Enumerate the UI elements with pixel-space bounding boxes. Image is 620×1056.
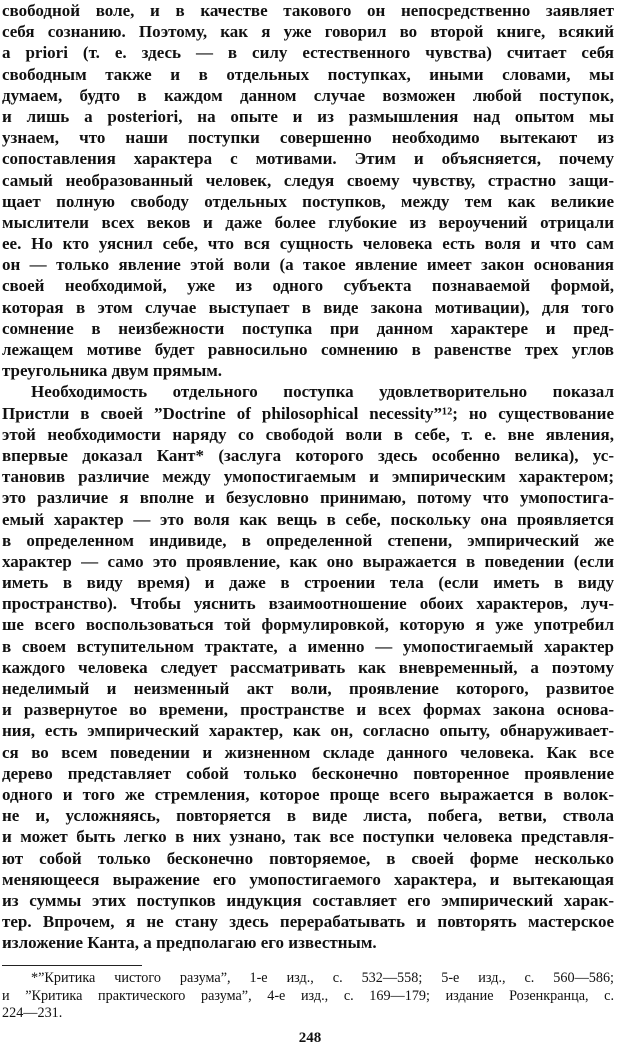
text-line: каждого человека следует рассматривать как вневременный, а поэтому <box>2 657 614 677</box>
text-line: одного и того же стремления, которое проще всего выражается в волок- <box>2 784 614 804</box>
text-line: неделимый и неизменный акт воли, проявление которого, развитое <box>2 679 614 698</box>
text-line: в своем вступительном трактате, а именно — умопостигаемый характер <box>2 636 614 656</box>
text-line: ния, есть эмпирический характер, как он, согласно опыту, обнаруживает- <box>2 721 614 741</box>
page-number: 248 <box>298 1030 322 1046</box>
footnote-divider <box>2 965 142 966</box>
text-line: Пристли в своей ”Doctrine of philosophical necessity”¹²; но существование <box>2 403 614 423</box>
text-line: впервые доказал Кант* (заслуга которого здесь особенно велика), ус- <box>2 445 614 465</box>
text-line: характер — само это проявление, как оно выражается в поведении (если <box>2 551 614 571</box>
text-line: которая в этом случае выступает в виде закона мотивации), для того <box>2 297 614 317</box>
text-line: a priori (т. е. здесь — в силу естественного чувства) считает себя <box>2 43 614 63</box>
footnote-line: и ”Критика практического разума”, 4-е изд., с. 169—179; издание Розенкранца, с. <box>2 987 614 1004</box>
text-line: меняющееся выражение его умопостигаемого характера, и вытекающая <box>2 869 614 889</box>
text-line: сопоставления характера с мотивами. Этим и объясняется, почему <box>2 149 614 169</box>
text-line: мыслители всех веков и даже более глубокие из вероучений отрицали <box>2 212 614 232</box>
text-line: в определенном индивиде, в определенной степени, эмпирический же <box>2 530 614 550</box>
text-line: иметь в виду время) и даже в строении тела (если иметь в виду <box>2 573 614 593</box>
text-line: пространство). Чтобы уяснить взаимоотношение обоих характеров, луч- <box>2 594 614 614</box>
text-line: самый необразованный человек, следуя своему чувству, страстно защи- <box>2 170 614 190</box>
text-line: емый характер — это воля как вещь в себе, поскольку она проявляется <box>2 509 614 529</box>
text-line: он — только явление этой воли (а такое явление имеет закон основания <box>2 255 614 275</box>
body-text <box>2 0 614 953</box>
text-line: ше всего воспользоваться той формулировкой, которую я уже употребил <box>2 615 614 635</box>
text-line: думаем, будто в каждом данном случае возможен любой поступок, <box>2 85 614 105</box>
text-line: ют собой только бесконечно повторяемое, в своей форме несколько <box>2 848 614 868</box>
text-line: тер. Впрочем, я не стану здесь перерабатывать и повторять мастерское <box>2 912 614 932</box>
text-line: себя сознанию. Поэтому, как я уже говорил во второй книге, всякий <box>2 22 614 42</box>
text-line: дерево представляет собой только бесконечно повторенное проявление <box>2 763 614 783</box>
text-line: свободной воле, и в качестве такового он непосредственно заявляет <box>2 1 614 20</box>
text-line: и развернутое во времени, пространстве и всех формах закона основа- <box>2 700 614 720</box>
text-line: лежащем мотиве будет равносильно сомнению в равенстве трех углов <box>2 340 614 359</box>
text-line: треугольника двум прямым. <box>2 361 223 381</box>
text-line: это различие я вполне и безусловно принимаю, потому что умопостига- <box>2 488 614 508</box>
text-line: ся во всем поведении и жизненном складе данного человека. Как все <box>2 742 614 762</box>
footnote-line: 224—231. <box>2 1005 63 1021</box>
text-line: этой необходимости наряду со свободой воли в себе, т. е. вне явления, <box>2 424 614 444</box>
text-line: узнаем, что наши поступки совершенно необходимо вытекают из <box>2 128 614 148</box>
footnote-line: *”Критика чистого разума”, 1-е изд., с. 532—558; 5-е изд., с. 560—586; <box>31 970 614 986</box>
text-line: сомнение в неизбежности поступка при данном характере и пред- <box>2 318 614 338</box>
text-line: Необходимость отдельного поступка удовлетворительно показал <box>31 382 614 402</box>
text-line: свободным также и в отдельных поступках, иными словами, мы <box>2 64 614 84</box>
text-line: изложение Канта, а предполагаю его известным. <box>2 933 377 953</box>
text-line: из суммы этих поступков индукция составляет его эмпирический харак- <box>2 890 614 910</box>
text-line: ее. Но кто уяснил себе, что вся сущность человека есть воля и что сам <box>2 234 614 254</box>
footnote <box>2 970 614 1023</box>
text-line: своей необходимой, уже из одного субъекта познаваемой формой, <box>2 276 614 296</box>
text-line: тановив различие между умопостигаемым и эмпирическим характером; <box>2 467 614 487</box>
text-line: щает полную свободу отдельных поступков, между тем как великие <box>2 191 614 211</box>
text-line: и может быть легко в них узнано, так все поступки человека представля- <box>2 827 614 847</box>
text-line: и лишь a posteriori, на опыте и из размышления над опытом мы <box>2 106 614 126</box>
text-line: не и, усложняясь, повторяется в виде листа, побега, ветви, ствола <box>2 806 614 826</box>
